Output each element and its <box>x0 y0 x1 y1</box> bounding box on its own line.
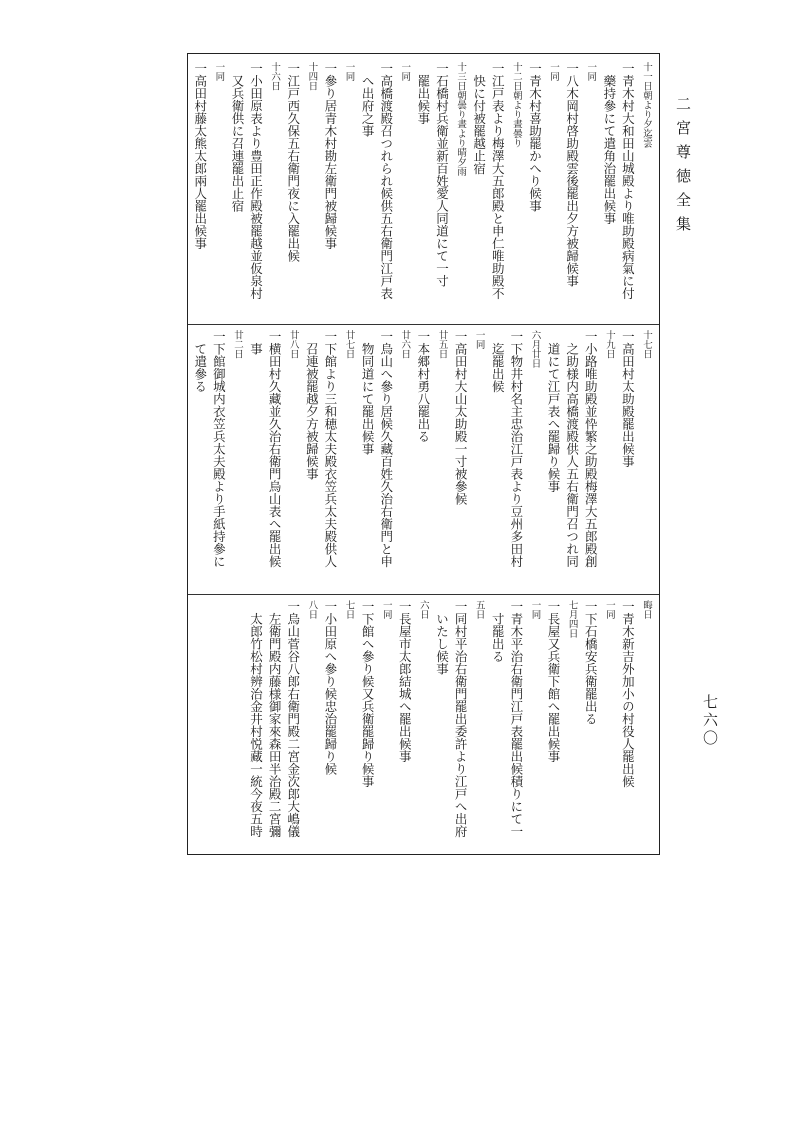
entry-line: 一長屋市太郎結城へ罷出候事 <box>397 600 413 763</box>
entry-line: 一江戸表より梅澤大五郎殿と申仁唯助殿不 <box>490 62 506 300</box>
date-heading: 廿七日 <box>343 330 355 359</box>
entry-line: 一本郷村勇八罷出る <box>415 330 431 443</box>
entry-line: 太郎竹松村辨治金井村悦藏一統今夜五時 <box>248 600 264 838</box>
entry-line: 物同道にて罷出候事 <box>360 330 376 455</box>
entry-line: 道にて江戸表へ罷歸り候事 <box>546 330 562 493</box>
date-heading: 六月廿日 <box>529 330 541 368</box>
divider-line <box>188 324 659 325</box>
date-heading: 十一日朝より夕迄雲 <box>641 62 652 148</box>
entry-line: 一參り居青木村勘左衛門被歸候事 <box>322 62 338 250</box>
date-heading: 廿五日 <box>436 330 448 359</box>
entry-line: 召連被罷越夕方被歸候事 <box>304 330 320 480</box>
text-frame <box>187 53 660 855</box>
entry-line: 一長屋又兵衛下館へ罷出候事 <box>546 600 562 763</box>
entry-line: 左衛門殿内藤様御家來森田半治殿二宮彌 <box>267 600 283 838</box>
date-heading: 廿八日 <box>287 330 299 359</box>
entry-line: 一烏山へ參り居候久藏百姓久治右衛門と申 <box>378 330 394 568</box>
entry-line: 一同村平治右衛門罷出委許より江戸へ出府 <box>453 600 469 838</box>
date-heading: 一同 <box>343 62 355 81</box>
entry-line: 之助様内高橋渡殿供人五右衛門召つれ同 <box>564 330 580 568</box>
entry-line: 一下石橋安兵衛罷出る <box>583 600 599 725</box>
date-heading: 一同 <box>603 600 615 619</box>
entry-line: 一下館より三和穂太夫殿衣笠兵太夫殿供人 <box>322 330 338 568</box>
entry-line: 一青木村喜助罷かへり候事 <box>527 62 543 212</box>
date-heading: 晦日 <box>641 600 652 619</box>
divider-line <box>188 594 659 595</box>
text-band-bottom <box>192 600 655 850</box>
entry-line: 一八木岡村啓助殿雲後罷出夕方被歸候事 <box>564 62 580 287</box>
entry-line: 快に付被罷越止宿 <box>471 62 487 175</box>
entry-line: 寸罷出る <box>490 600 506 663</box>
date-heading: 廿六日 <box>399 330 411 359</box>
entry-line: 一横田村久藏並久治右衛門烏山表へ罷出候 <box>267 330 283 568</box>
page-number: 七六〇 <box>701 694 719 748</box>
entry-line: 一下館御城内衣笠兵太夫殿より手紙持參に <box>211 330 227 568</box>
date-heading: 一同 <box>213 62 225 81</box>
date-heading: 十七日 <box>641 330 652 359</box>
entry-line: 一小田原へ參り候忠治罷歸り候 <box>322 600 338 775</box>
entry-line: いたし候事 <box>434 600 450 675</box>
entry-line: 藥持參にて遣角治罷出候事 <box>601 62 617 225</box>
date-heading: 六日 <box>417 600 429 619</box>
date-heading: 一同 <box>399 62 411 81</box>
text-band-middle <box>192 330 655 592</box>
entry-line: 罷出候事 <box>415 62 431 125</box>
entry-line: 事 <box>248 330 264 355</box>
entry-line: 一青木村大和田山城殿より唯助殿病氣に付 <box>620 62 636 300</box>
entry-line: 一高田村太助殿罷出候事 <box>620 330 636 468</box>
entry-line: 一青木平治右衛門江戸表罷出候積りにて一 <box>508 600 524 838</box>
date-heading: 一同 <box>473 330 485 349</box>
date-heading: 一同 <box>548 62 560 81</box>
date-heading: 十二日朝より晝曇り <box>510 62 522 148</box>
book-title: 二宮尊徳全集 <box>674 96 692 240</box>
entry-line: 迄罷出候 <box>490 330 506 393</box>
entry-line: 一青木新吉外加小の村役人罷出候 <box>620 600 636 788</box>
date-heading: 十四日 <box>306 62 318 91</box>
entry-line: 一高田村大山太助殿一寸被參候 <box>453 330 469 505</box>
entry-line: 一高田村藤太熊太郎兩人罷出候事 <box>192 62 208 250</box>
date-heading: 廿二日 <box>231 330 243 359</box>
entry-line: 一小田原表より豊田正作殿被罷越並仮泉村 <box>248 62 264 300</box>
date-heading: 一同 <box>529 600 541 619</box>
date-heading: 七月四日 <box>566 600 578 638</box>
date-heading: 七日 <box>343 600 355 619</box>
text-band-top <box>192 62 655 322</box>
entry-line: 一高橋渡殿召つれられ候供五右衛門江戸表 <box>378 62 394 300</box>
entry-line: 一江戸西久保五右衛門夜に入罷出候 <box>285 62 301 262</box>
date-heading: 十九日 <box>603 330 615 359</box>
date-heading: 十六日 <box>269 62 281 91</box>
entry-line: 一石橋村兵衛並新百姓愛人同道にて一寸 <box>434 62 450 287</box>
entry-line: 一小路唯助殿並忰繁之助殿梅澤大五郎殿創 <box>583 330 599 568</box>
entry-line: 一下館へ參り候又兵衛罷歸り候事 <box>360 600 376 788</box>
entry-line: 又兵衛供に召連罷出止宿 <box>229 62 245 212</box>
entry-line: 一烏山菅谷八郎右衛門殿二宮金次郎大嶋儀 <box>285 600 301 838</box>
date-heading: 一同 <box>380 600 392 619</box>
entry-line: 一下物井村名主忠治江戸表より豆州多田村 <box>508 330 524 568</box>
date-heading: 十三日朝曇り晝より晴夕雨 <box>455 62 467 176</box>
entry-line: て遣參る <box>192 330 208 393</box>
date-heading: 八日 <box>306 600 318 619</box>
entry-line: へ出府之事 <box>360 62 376 137</box>
date-heading: 五日 <box>473 600 485 619</box>
date-heading: 一同 <box>585 62 597 81</box>
